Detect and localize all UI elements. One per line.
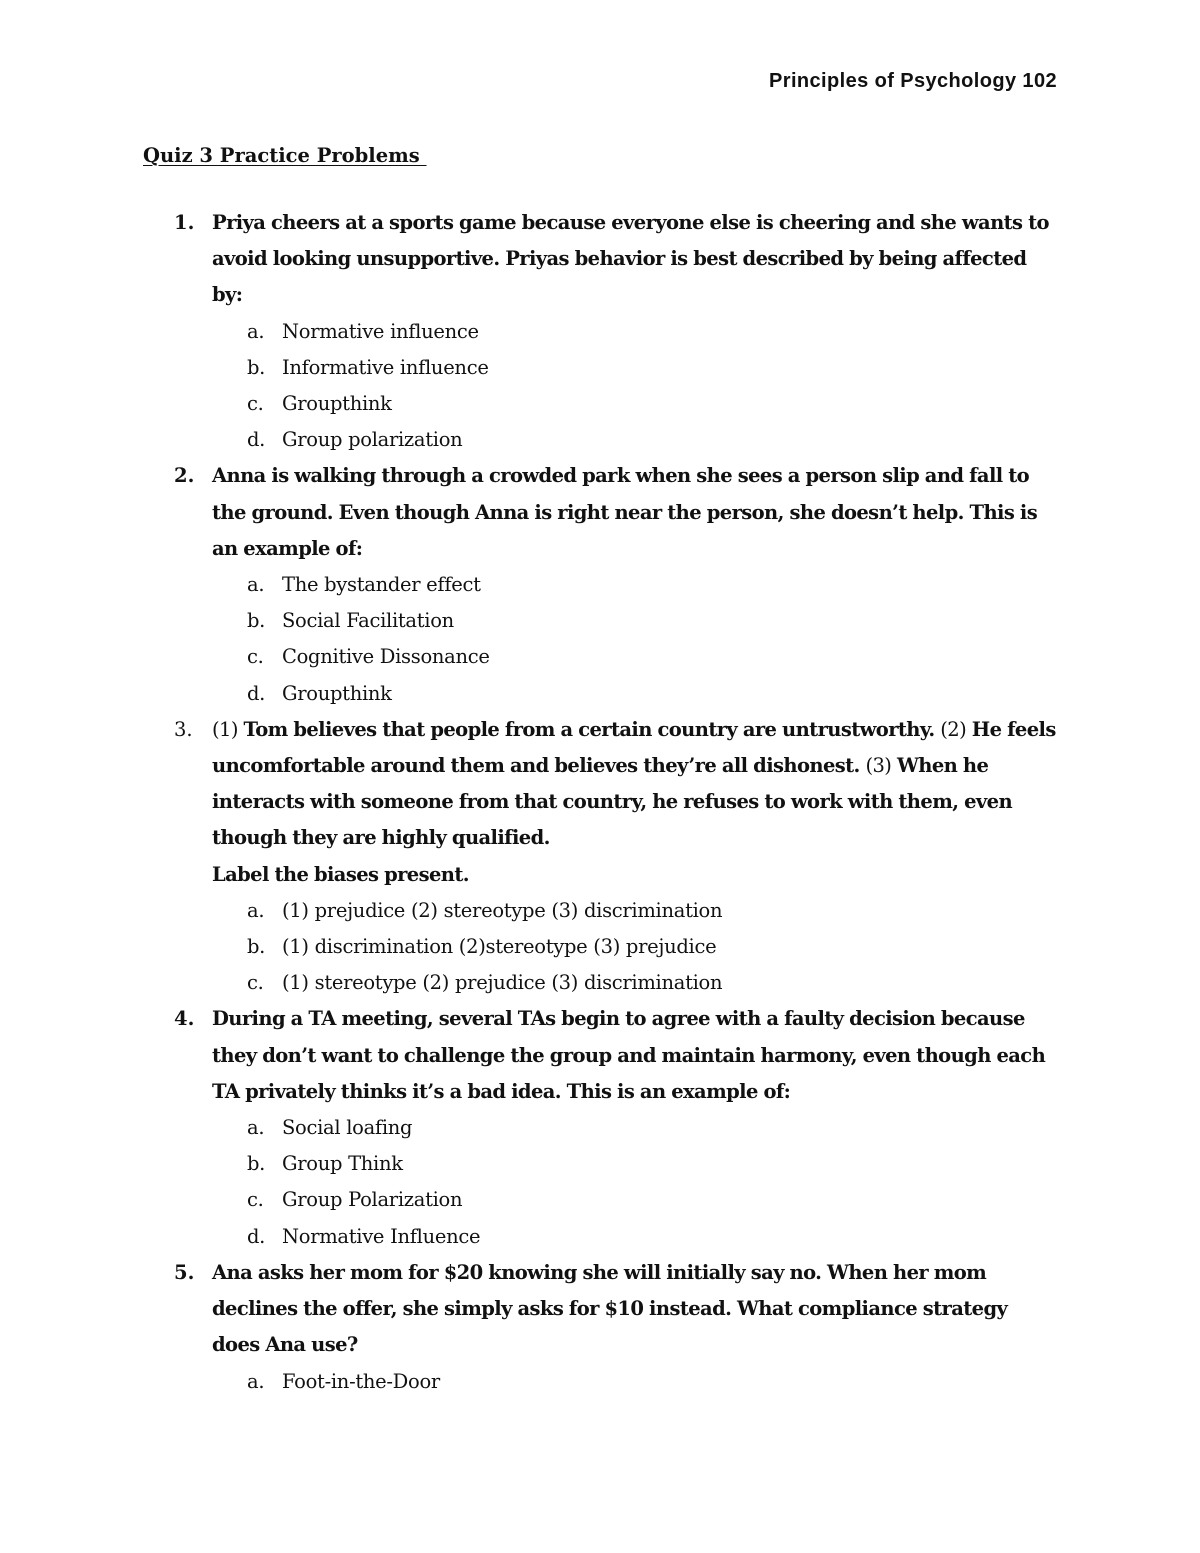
option-text: Group Think	[282, 1152, 403, 1176]
option-letter: b.	[247, 355, 266, 379]
question-text: Anna is walking through a crowded park when she sees a person slip and fall to the ground. Even though Anna is right near the person, she doesn’t help. This is an example of:	[212, 464, 1038, 560]
option-text: (1) stereotype (2) prejudice (3) discrimination	[282, 971, 723, 995]
option-c	[212, 1182, 1060, 1218]
option-list	[212, 1364, 1060, 1400]
statement-3: When he interacts with someone from that country, he refuses to work with them, even though they are highly qualified.	[212, 754, 1013, 850]
page-title: Quiz 3 Practice Problems	[143, 144, 427, 167]
option-letter: d.	[247, 1224, 266, 1248]
option-letter: d.	[247, 428, 266, 452]
question-number: 5.	[174, 1260, 195, 1284]
option-letter: c.	[247, 971, 264, 995]
option-text: Cognitive Dissonance	[282, 645, 490, 669]
statement-marker-2: (2)	[940, 717, 967, 741]
option-a	[212, 1110, 1060, 1146]
option-letter: a.	[247, 319, 265, 343]
option-text: Social Facilitation	[282, 609, 454, 633]
option-list	[212, 893, 1060, 1002]
option-a	[212, 314, 1060, 350]
statement-marker-3: (3)	[865, 754, 892, 778]
option-text: (1) discrimination (2)stereotype (3) prejudice	[282, 935, 717, 959]
option-letter: b.	[247, 1152, 266, 1176]
option-a	[212, 567, 1060, 603]
question-text: During a TA meeting, several TAs begin to agree with a faulty decision because they don’t want to challenge the group and maintain harmony, even though each TA privately thinks it’s a bad idea. This is an example of:	[212, 1007, 1046, 1103]
option-b	[212, 929, 1060, 965]
statement-marker-1: (1)	[212, 717, 238, 741]
option-text: The bystander effect	[282, 573, 481, 597]
option-c	[212, 965, 1060, 1001]
question-text: Ana asks her mom for $20 knowing she will initially say no. When her mom declines the offer, she simply asks for $10 instead. What compliance strategy does Ana use?	[212, 1260, 1008, 1357]
option-letter: a.	[247, 1116, 265, 1140]
option-b	[212, 603, 1060, 639]
question-number: 1.	[174, 211, 195, 234]
option-text: Foot-in-the-Door	[282, 1369, 440, 1393]
option-d	[212, 422, 1060, 458]
question-prompt: Label the biases present.	[212, 862, 469, 886]
question-list	[0, 205, 1200, 1400]
statement-1: Tom believes that people from a certain country are untrustworthy.	[243, 717, 935, 741]
option-c	[212, 639, 1060, 675]
option-d	[212, 676, 1060, 712]
option-b	[212, 1146, 1060, 1182]
question-2	[0, 458, 1200, 711]
option-b	[212, 350, 1060, 386]
option-text: Social loafing	[282, 1116, 413, 1140]
statement-2: He feels uncomfortable around them and believes they’re all dishonest.	[212, 717, 1056, 778]
question-text: Priya cheers at a sports game because everyone else is cheering and she wants to avoid looking unsupportive. Priyas behavior is best described by being affected by:	[212, 211, 1049, 307]
option-list	[212, 314, 1060, 459]
question-4	[0, 1001, 1200, 1254]
option-text: Informative influence	[282, 355, 489, 379]
option-letter: c.	[247, 1188, 264, 1212]
option-letter: b.	[247, 935, 266, 959]
question-number: 4.	[174, 1007, 195, 1031]
option-letter: d.	[247, 681, 266, 705]
option-list	[212, 567, 1060, 712]
option-letter: a.	[247, 898, 265, 922]
option-text: Group polarization	[282, 428, 463, 452]
question-5	[0, 1255, 1200, 1400]
option-a	[212, 1364, 1060, 1400]
option-letter: a.	[247, 1369, 265, 1393]
option-letter: c.	[247, 645, 264, 669]
option-a	[212, 893, 1060, 929]
option-text: Group Polarization	[282, 1188, 463, 1212]
question-number: 3.	[174, 717, 193, 741]
option-text: Normative influence	[282, 319, 479, 343]
option-letter: c.	[247, 392, 264, 416]
option-list	[212, 1110, 1060, 1255]
option-letter: a.	[247, 573, 265, 597]
question-1	[0, 205, 1200, 458]
question-3	[0, 712, 1200, 1002]
option-letter: b.	[247, 609, 266, 633]
page-header: Principles of Psychology 102	[769, 70, 1057, 92]
option-text: Normative Influence	[282, 1224, 481, 1248]
option-text: Groupthink	[282, 392, 392, 416]
option-text: Groupthink	[282, 681, 392, 705]
option-c	[212, 386, 1060, 422]
question-text	[212, 712, 1060, 893]
option-text: (1) prejudice (2) stereotype (3) discrimination	[282, 898, 723, 922]
option-d	[212, 1219, 1060, 1255]
question-number: 2.	[174, 464, 195, 488]
